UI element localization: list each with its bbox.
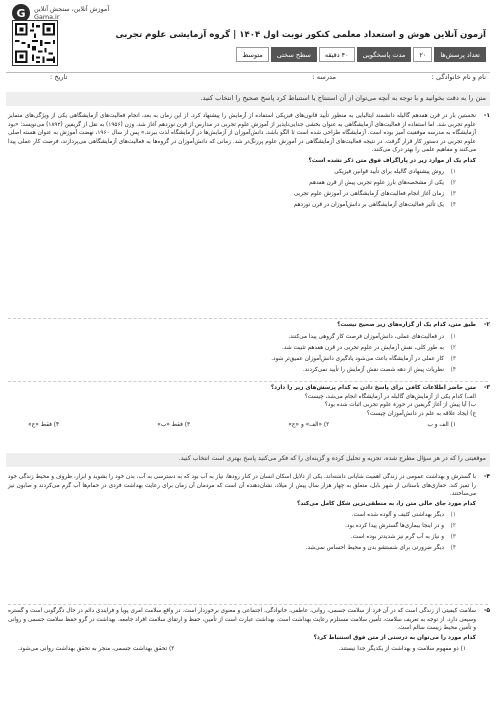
question-text: متن حاضر اطلاعات کافی برای پاسخ دادن به کدام پرسش‌های زیر را دارد؟ — [270, 385, 476, 391]
question-number: ۳- — [483, 384, 490, 391]
gama-logo-icon: G — [12, 4, 30, 22]
sub-item-a: الف) کدام یکی از آزمایش‌های گالیله در آزمایشگاه انجام می‌شد، چیست؟ — [304, 393, 476, 400]
option-2[interactable]: ۲) به طور کلی، نقش آزمایش در علوم تجربی در قرن هفدهم تثبیت شد. — [282, 344, 456, 351]
question-4 — [8, 473, 488, 555]
option-2[interactable]: ۲) و در اینجا بیماری‌ها گسترش پیدا کرده بود. — [345, 523, 456, 529]
option-1[interactable]: ۱) روش پیشنهادی گالیله برای تأیید قوانین فیزیکی — [334, 169, 456, 175]
name-label: نام و نام خانوادگی : — [431, 73, 486, 81]
school-label: مدرسه : — [312, 73, 336, 81]
question-text: کدام یک از موارد زیر در پاراگراف فوق متن ذکر نشده است؟ — [308, 157, 476, 164]
exam-header — [6, 4, 490, 84]
question-text: طبق متن، کدام یک از گزاره‌های زیر صحیح نیست؟ — [337, 322, 476, 328]
passage-text: سلامت کیفیتی از زندگی است که در آن فرد از سلامت جسمی، روانی، عاطفی، خانوادگی، اجتماعی و معنوی برخوردار است. در واقع سلامت امری پویا و فرایندی دائم در حال دگرگونی است و گستره وسیعی دارد. از توجه به تعریف سلامت، تأمین سلامت مستلزم رعایت بهداشت است. بهداشت عبارت است از تأمین، حفظ و ارتقای سلامت افراد جامعه. بهداشت در گرو حفظ سلامت جسمی و روانی و تأمین محیط زیست سالم است. — [8, 608, 476, 631]
option-2[interactable]: ۲) یکی از مشخصه‌های بارز علوم تجربی پیش از قرن هفدهم — [309, 180, 456, 186]
badge-duration-label: مدت پاسخگویی — [357, 47, 412, 62]
option-4[interactable]: ۴) نظریات پیش از دهه شصت نقش آزمایش را تأیید نمی‌کردند. — [302, 366, 456, 373]
exam-badges — [236, 47, 486, 62]
question-5 — [8, 607, 488, 654]
badge-questions-label: تعداد پرسش‌ها — [434, 47, 486, 62]
option-3[interactable]: ۳) فقط «ب» — [157, 422, 191, 428]
option-3[interactable]: ۳) زمان آغاز انجام فعالیت‌های آزمایشگاهی در آموزش علوم تجربی — [293, 191, 456, 197]
sub-item-b: ب) آیا پیش از آغاز گریفین در حوزهٔ علوم تجربی اثبات شده بود؟ — [324, 402, 476, 408]
option-3[interactable]: ۳) کار عملی در آزمایشگاه باعث می‌شود یادگیری دانش‌آموزان عمیق‌تر شود. — [271, 355, 456, 362]
question-number: ۴- — [483, 473, 490, 480]
passage-text: نخستین بار در قرن هفدهم گالیله دانشمند ایتالیایی به منظور تأیید قانون‌های فیزیکی استفاده از آزمایش را پیشنهاد کرد. از این زمان به بعد، انجام فعالیت‌های آزمایشگاهی یکی از ویژگی‌های متمایز علوم تجربی شد. اما استفاده از فعالیت‌های آزمایشگاهی به عنوان بخشی جدایی‌ناپذیر از آموزش علوم تجربی در مدارس از قرن نوزدهم آغاز شد. وزن (۱۹۵۶) به نقل از گریفین (۱۸۹۲) می‌نویسد: «بود آزمایشگاه به مدرسه موفقیت آمیز بوده است. آزمایشگاه طراحی شده است تا الگو باشد، دانش‌آموزان از آزمایش‌ها در آزمایشگاه لذت ببرند.» پس از سال ۱۹۶۰، نهضت آموزش به‌ عنوان هسته اصلی علوم تجربی در دستور کار قرار گرفت. در نتیجه فعالیت‌های آزمایشگاهی در آموزش علوم پررنگ‌تر شد. زمانی که دانش‌آموزان در گروه‌ها به فعالیت‌های آزمایشگاهی می‌پردازند، فرصت کار عملی پیدا می‌کنند و مفاهیم علمی را بهتر درک می‌کنند. — [8, 113, 477, 153]
option-1[interactable]: ۱) در فعالیت‌های عملی، دانش‌آموزان فرصت کار گروهی پیدا می‌کنند. — [288, 333, 456, 340]
option-4[interactable]: ۴) دیگر ضرورتی برای شستشو بدن و محیط احساس نمی‌شد. — [305, 545, 456, 551]
divider — [8, 318, 488, 319]
passage-text: با گسترش و بهداشت عمومی در زندگی اهمیت شایانی داشته‌اند. یکی از دلایل اسکان انسان در کنار رودها، نیاز به آب بود که به دسترسی به آب، بدن خود را بشوید و ابزار، ظروف و محیط زندگی خود را تمیز کند. حفاری‌های باستانی از شهر بابل، متعلق به چهار هزار سال پیش از میلاد، نشان‌دهنده آن است که مردمان آن زمان برای رعایت بهداشت فردی در حمام‌ها آب گرم می‌کردند و صابون نیز می‌ساختند. — [8, 474, 476, 497]
question-text: کدام مورد را می‌توان به درستی از متن فوق استنباط کرد؟ — [313, 634, 476, 641]
student-info-row — [10, 73, 486, 85]
badge-difficulty-value: متوسط — [236, 47, 268, 62]
section1-instruction: متن را به دقت بخوانید و با توجه به آنچه می‌توان از آن استنتاج یا استنباط کرد پاسخ صحیح را انتخاب کنید. — [200, 94, 486, 102]
badge-questions-value: ۲۰ — [413, 47, 432, 62]
question-text: کدام مورد جای خالی متن را، به منطقی‌ترین شکل کامل می‌کند؟ — [297, 500, 476, 507]
option-1[interactable]: ۱) دو مفهوم سلامت و بهداشت از یکدیگر جدا نیستند. — [338, 646, 466, 652]
section2-instruction: موقعیتی را که در هر سؤال مطرح شده، تجزیه و تحلیل کرده و گزینه‌ای را که فکر می‌کنید پاسخ بهتری است انتخاب کنید. — [178, 455, 486, 462]
option-1[interactable]: ۱) دیگر بهداشتی کثیف و آلوده شده است. — [351, 512, 456, 518]
option-1[interactable]: ۱) الف و ب — [427, 422, 456, 428]
sub-item-c: ج) ایجاد علاقه به علم در دانش‌آموزان چیست؟ — [366, 410, 476, 417]
qr-code-icon — [12, 20, 58, 66]
question-number: ۵- — [483, 607, 490, 614]
question-1 — [8, 112, 488, 212]
question-number: ۱- — [483, 112, 490, 119]
exam-title: آزمون آنلاین هوش و استعداد معلمی کنکور نوبت اول ۱۴۰۴ | گروه آزمایشی علوم تجربی — [115, 30, 486, 40]
option-2[interactable]: ۲) تحقق بهداشت جسمی، منجر به تحقق بهداشت روانی می‌شود. — [18, 646, 175, 652]
option-4[interactable]: ۴) فقط «ج» — [28, 422, 60, 428]
question-number: ۲- — [483, 321, 490, 328]
option-4[interactable]: ۴) یک تأثیر فعالیت‌های آزمایشگاهی بر دانش‌آموزان در قرن نوزدهم — [293, 202, 456, 208]
badge-difficulty-label: سطح سختی — [271, 47, 317, 62]
option-2[interactable]: ۲) «الف» و «ج» — [288, 422, 330, 428]
badge-duration-value: ۴۰ دقیقه — [319, 47, 355, 62]
divider — [8, 604, 488, 605]
option-3[interactable]: ۳) و نیاز به آب گرم نیز شدیدتر بوده است. — [350, 534, 456, 540]
brand-name: آموزش آنلاین، سنجش آنلاین — [34, 5, 110, 13]
brand-url: Gama.ir — [34, 13, 60, 21]
divider — [8, 381, 488, 382]
date-label: تاریخ : — [50, 73, 68, 81]
question-2 — [8, 321, 488, 377]
question-3 — [8, 384, 488, 430]
